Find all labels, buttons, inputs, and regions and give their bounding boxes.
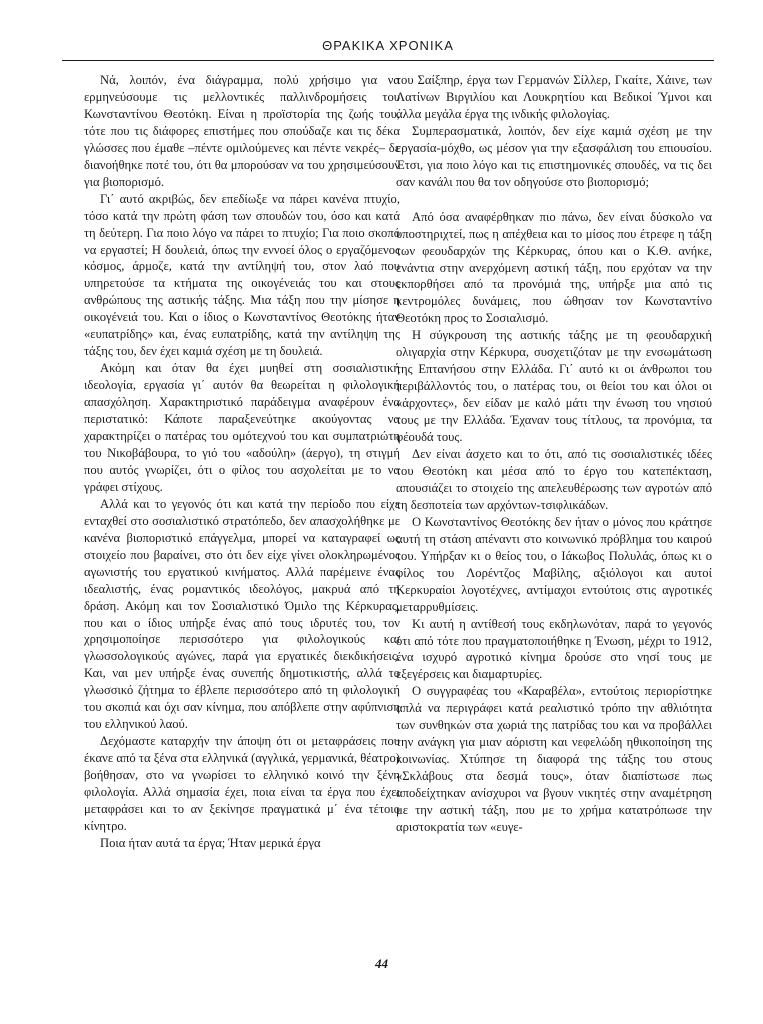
paragraph: Συμπερασματικά, λοιπόν, δεν είχε καμιά σχέση με την εργασία-μόχθο, ως μέσον για την εξασφάλιση του επιουσίου. Έτσι, για ποιο λόγο και τις επιστημονικές σπουδές, να τις δει σαν κανάλι που θα τον οδηγούσε στο βιοπορισμό; bbox=[396, 123, 712, 189]
paragraph: Η σύγκρουση της αστικής τάξης με τη φεουδαρχική ολιγαρχία στην Κέρκυρα, συσχετιζόταν με την ενσωμάτωση της Επτανήσου στην Ελλάδα. Γι΄ αυτό κι οι άνθρωποι του περιβάλλοντός του, ο πατέρας του, οι θείοι του και όλοι οι «άρχοντες», δεν είδαν με καλό μάτι την ένωση του νησιού τους με την Ελλάδα. Έχαναν τους τίτλους, τα προνόμια, τα φέουδά τους. bbox=[396, 328, 712, 445]
paragraph: Ποια ήταν αυτά τα έργα; Ήταν μερικά έργα bbox=[100, 835, 321, 850]
paragraph: Δεχόμαστε καταρχήν την άποψη ότι οι μεταφράσεις που έκανε από τα ξένα στα ελληνικά (αγγλικά, γερμανικά, θέατρο) βοήθησαν, στο να γνωρίσει το ελληνικό κοινό την ξένη φιλολογία. Αλλά σημασία έχει, ποια είναι τα έργα που έχει μεταφράσει και το αν ξεκίνησε πραγματικά μ΄ ένα τέτοιο κίνητρο. bbox=[84, 734, 400, 833]
paragraph: Ο συγγραφέας του «Καραβέλα», εντούτοις περιορίστηκε απλά να περιγράφει κατά ρεαλιστικό τρόπο την αθλιότητα των συνθηκών στα χωριά της πατρίδας του και να προβάλλει την ανάγκη για μιαν αόριστη και νεφελώδη ηθικοποίηση της κοινωνίας. Χτύπησε τη διαφορά της τάξης του στους «Σκλάβους στα δεσμά τους», όταν διαπίστωσε πως αποδείχτηκαν ανίσχυροι να βγουν νικητές στην αναμέτρηση με την αστική τάξη, που με το χρήμα κατατρόπωσε την αριστοκρατία των «ευγε- bbox=[396, 684, 712, 834]
paragraph: Ακόμη και όταν θα έχει μυηθεί στη σοσιαλιστική ιδεολογία, εργασία γι΄ αυτόν θα θεωρείται η φιλολογική απασχόληση. Χαρακτηριστικό παράδειγμα αναφέρουν ένα περιστατικό: Κάποτε παραξενεύτηκε ακούγοντας να χαρακτηρίζει ο πατέρας του ομότεχνού του και συμπατριώτη του Νικοβάβουρα, το γιό του «αδούλη» (άεργο), τη στιγμή που αυτός γνωρίζει, ότι ο φίλος του ασχολείται με το να γράφει στίχους. bbox=[84, 361, 400, 494]
right-column bbox=[396, 72, 712, 932]
header-rule bbox=[62, 60, 714, 61]
page-number: 44 bbox=[375, 956, 388, 971]
left-column bbox=[84, 72, 400, 932]
paragraph: Γι΄ αυτό ακριβώς, δεν επεδίωξε να πάρει κανένα πτυχίο, τόσο κατά την πρώτη φάση των σπουδών του, όσο και κατά τη δεύτερη. Για ποιο λόγο να πάρει το πτυχίο; Για ποιο σκοπό να εργαστεί; Η δουλειά, όπως την εννοεί όλος ο εργαζόμενος κόσμος, άρμοζε, κατά την αντίληψή του, στον λαό που υπηρετούσε τα κτήματα της οικογένειάς του και στους ανθρώπους της αστικής τάξης. Μια τάξη που την μίσησε η οικογένειά του. Και ο ίδιος ο Κωνσταντίνος Θεοτόκης ήταν «ευπατρίδης» και, ένας ευπατρίδης, κατά την αντίληψη της τάξης του, δεν έχει καμιά σχέση με τη δουλειά. bbox=[84, 191, 400, 359]
running-title: ΘΡΑΚΙΚΑ ΧΡΟΝΙΚΑ bbox=[322, 38, 454, 53]
paragraph: Αλλά και το γεγονός ότι και κατά την περίοδο που είχε ενταχθεί στο σοσιαλιστικό στρατόπεδο, δεν απασχολήθηκε με κανένα βιοποριστικό επάγγελμα, μπορεί να καταγραφεί ως στοιχείο που βαραίνει, στο ότι δεν είχε γίνει ολοκληρωμένος αγωνιστής του εργατικού κινήματος. Αλλά παρέμεινε ένας ιδεαλιστής, ένας ρομαντικός ιδεολόγος, μακρυά από τη δράση. Ακόμη και τον Σοσιαλιστικό Όμιλο της Κέρκυρας, που και ο ίδιος υπήρξε ένας από τους ιδρυτές του, τον χρησιμοποίησε περισσότερο για φιλολογικούς και γλωσσολογικούς αγώνες, παρά για εργατικές διεκδικήσεις. Και, ναι μεν υπήρξε ένας συνεπής δημοτικιστής, αλλά το γλωσσικό ζήτημα το έβλεπε περισσότερο από τη φιλολογική του σκοπιά και όχι σαν κίνημα, που απόβλεπε στην αφύπνιση του ελληνικού λαού. bbox=[84, 496, 400, 732]
paragraph: Ο Κωνσταντίνος Θεοτόκης δεν ήταν ο μόνος που κράτησε αυτή τη στάση απέναντι στο κοινωνικό πρόβλημα του καιρού του. Υπήρξαν κι ο θείος του, ο Ιάκωβος Πολυλάς, όπως κι ο φίλος του Λορέντζος Μαβίλης, αξιόλογοι και αυτοί Κερκυραίοι λογοτέχνες, αντίμαχοι εντούτοις στις αγροτικές μεταρρυθμίσεις. bbox=[396, 514, 712, 614]
paragraph-continued: του Σαίξπηρ, έργα των Γερμανών Σίλλερ, Γκαίτε, Χάινε, των Λατίνων Βιργιλίου και Λουκρητίου και Βεδικοί Ύμνοι και άλλα μεγάλα έργα της ινδικής φιλολογίας. bbox=[396, 73, 712, 121]
paragraph: Δεν είναι άσχετο και το ότι, από τις σοσιαλιστικές ιδέες του Θεοτόκη και μέσα από το έργο του κατεπέκταση, απουσιάζει το στοιχείο της απελευθέρωσης των αγροτών από τη δεσποτεία των αρχόντων-τσιφλικάδων. bbox=[396, 447, 712, 512]
paragraph: Κι αυτή η αντίθεσή τους εκδηλωνόταν, παρά το γεγονός ότι από τότε που πραγματοποιήθηκε η Ένωση, μέχρι το 1912, ένα ισχυρό αγροτικό κίνημα δρούσε στο νησί τους με εξεγέρσεις και διαμαρτυρίες. bbox=[396, 616, 712, 682]
paragraph: Νά, λοιπόν, ένα διάγραμμα, πολύ χρήσιμο για να ερμηνεύσουμε τις μελλοντικές παλλινδρομήσεις του Κωνσταντίνου Θεοτόκη. Είναι η προϊστορία της ζωής του, τότε που τις διάφορες επιστήμες που σπούδαζε και τις δέκα γλώσσες που έμαθε –πέντε ομιλούμενες και πέντε νεκρές– δε διανοήθηκε ποτέ του, ότι θα μπορούσαν να του χρησιμεύσουν για βιοπορισμό. bbox=[84, 73, 400, 189]
paragraph: Από όσα αναφέρθηκαν πιο πάνω, δεν είναι δύσκολο να υποστηριχτεί, πως η απέχθεια και το μίσος που έτρεφε η τάξη των φεουδαρχών της Κέρκυρας, όπου και ο Κ.Θ. ανήκε, ενάντια στην ανερχόμενη αστική τάξη, που ερχόταν να την εκπορθήσει από τα προνόμιά της, υπήρξε μια από τις κεντρομόλες δυνάμεις, που ώθησαν τον Κωνσταντίνο Θεοτόκη προς το Σοσιαλισμό. bbox=[396, 209, 712, 326]
